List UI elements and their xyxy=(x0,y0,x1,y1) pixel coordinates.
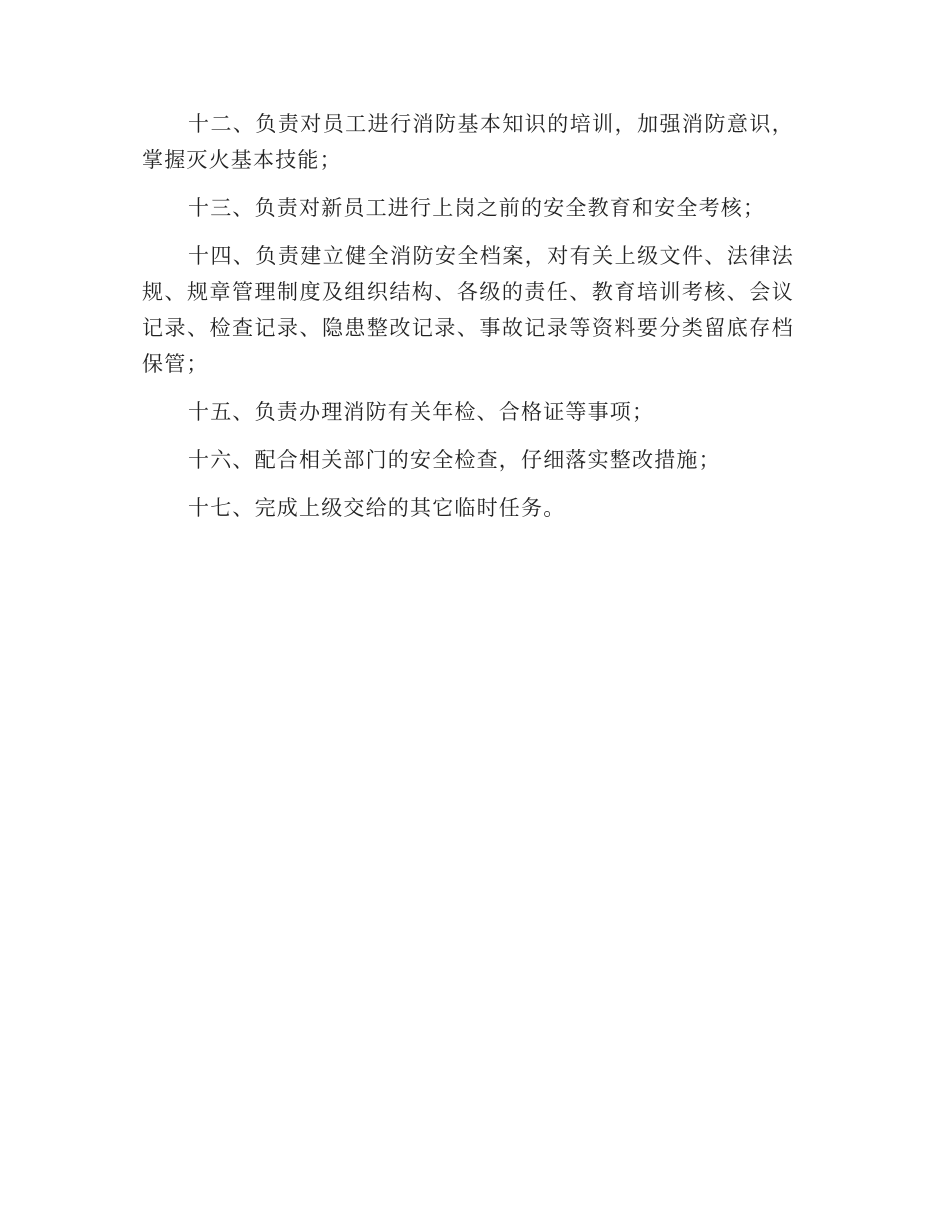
paragraph-16: 十六、配合相关部门的安全检查，仔细落实整改措施； xyxy=(188,448,721,472)
document-body xyxy=(142,106,794,538)
paragraph-14: 十四、负责建立健全消防安全档案，对有关上级文件、法律法规、规章管理制度及组织结构、各级的责任、教育培训考核、会议记录、检查记录、隐患整改记录、事故记录等资料要分类留底存档保管； xyxy=(142,244,794,376)
paragraph-15: 十五、负责办理消防有关年检、合格证等事项； xyxy=(188,400,655,424)
paragraph-12: 十二、负责对员工进行消防基本知识的培训，加强消防意识，掌握灭火基本技能； xyxy=(142,112,794,172)
paragraph-17: 十七、完成上级交给的其它临时任务。 xyxy=(188,496,566,520)
paragraph-13: 十三、负责对新员工进行上岗之前的安全教育和安全考核； xyxy=(188,196,766,220)
